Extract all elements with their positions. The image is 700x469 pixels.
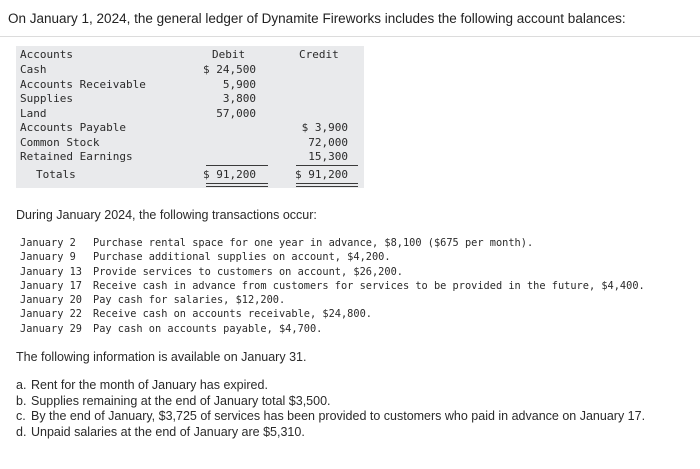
debit-value: $ 24,500	[203, 63, 256, 76]
credit-total: $ 91,200	[295, 168, 348, 181]
transaction-date: January 17	[20, 279, 82, 292]
transaction-item	[20, 307, 696, 321]
ledger-row	[16, 150, 364, 164]
credit-double-underline	[296, 183, 358, 184]
ledger-row	[16, 63, 364, 77]
transaction-text: Provide services to customers on account, $26,200.	[93, 265, 403, 278]
info-letter: a.	[16, 378, 27, 392]
account-name: Retained Earnings	[20, 150, 133, 163]
totals-label: Totals	[36, 168, 76, 181]
ledger-row	[16, 136, 364, 150]
info-item	[16, 394, 696, 410]
debit-double-underline	[206, 186, 268, 187]
adjustment-info-list	[16, 378, 696, 440]
account-name: Supplies	[20, 92, 73, 105]
info-letter: c.	[16, 409, 26, 423]
transaction-date: January 20	[20, 294, 82, 307]
credit-value: 72,000	[308, 135, 348, 149]
info-letter: b.	[16, 393, 27, 408]
info-text: Unpaid salaries at the end of January are $5,310.	[31, 424, 305, 439]
transaction-item	[20, 236, 696, 250]
ledger-row	[16, 78, 364, 92]
account-name: Common Stock	[20, 135, 100, 149]
problem-intro: On January 1, 2024, the general ledger of Dynamite Fireworks includes the following account balances:	[8, 11, 626, 26]
ledger-row	[16, 121, 364, 135]
transaction-text: Purchase rental space for one year in advance, $8,100 ($675 per month).	[93, 237, 534, 249]
debit-double-underline	[206, 183, 268, 184]
transaction-item	[20, 279, 696, 293]
transaction-text: Receive cash in advance from customers for services to be provided in the future, $4,400.	[93, 279, 645, 292]
transactions-heading: During January 2024, the following transactions occur:	[16, 208, 317, 222]
info-letter: d.	[16, 424, 27, 439]
transaction-text: Pay cash for salaries, $12,200.	[93, 294, 286, 307]
transaction-item	[20, 293, 696, 307]
credit-sum-line	[296, 165, 358, 166]
transaction-date: January 29	[20, 322, 82, 335]
debit-value: 3,800	[222, 92, 256, 105]
debit-value: 57,000	[216, 106, 256, 120]
info-text: Rent for the month of January has expired.	[31, 378, 268, 392]
ledger-totals-row	[16, 168, 364, 182]
credit-double-underline	[296, 186, 358, 187]
transaction-date: January 9	[20, 251, 76, 264]
ledger-table	[16, 46, 364, 188]
debit-sum-line	[206, 165, 268, 166]
transaction-text: Pay cash on accounts payable, $4,700.	[93, 322, 323, 335]
info-item	[16, 409, 696, 425]
header-debit: Debit	[212, 48, 246, 61]
info-item	[16, 425, 696, 441]
transaction-item	[20, 265, 696, 279]
transaction-date: January 13	[20, 265, 82, 278]
transaction-item	[20, 322, 696, 336]
debit-value: 5,900	[222, 77, 256, 91]
account-name: Accounts Receivable	[20, 77, 146, 91]
info-text: By the end of January, $3,725 of services has been provided to customers who paid in advance on January 17.	[31, 409, 646, 423]
credit-value: 15,300	[308, 150, 348, 163]
transaction-item	[20, 250, 696, 264]
divider	[0, 36, 700, 37]
account-name: Accounts Payable	[20, 121, 126, 134]
info-heading: The following information is available on January 31.	[16, 350, 307, 364]
transactions-list	[20, 236, 696, 336]
info-item	[16, 378, 696, 394]
account-name: Cash	[20, 63, 47, 76]
transaction-date: January 22	[20, 308, 82, 321]
transaction-text: Purchase additional supplies on account, $4,200.	[93, 251, 391, 264]
transaction-date: January 2	[20, 237, 76, 249]
header-accounts: Accounts	[20, 48, 73, 61]
ledger-row	[16, 92, 364, 106]
ledger-header-row	[16, 48, 364, 62]
account-name: Land	[20, 106, 47, 120]
debit-total: $ 91,200	[203, 168, 256, 181]
credit-value: $ 3,900	[301, 121, 348, 134]
info-text: Supplies remaining at the end of January total $3,500.	[31, 393, 331, 408]
header-credit: Credit	[299, 48, 339, 61]
ledger-row	[16, 107, 364, 121]
transaction-text: Receive cash on accounts receivable, $24,800.	[93, 308, 372, 321]
